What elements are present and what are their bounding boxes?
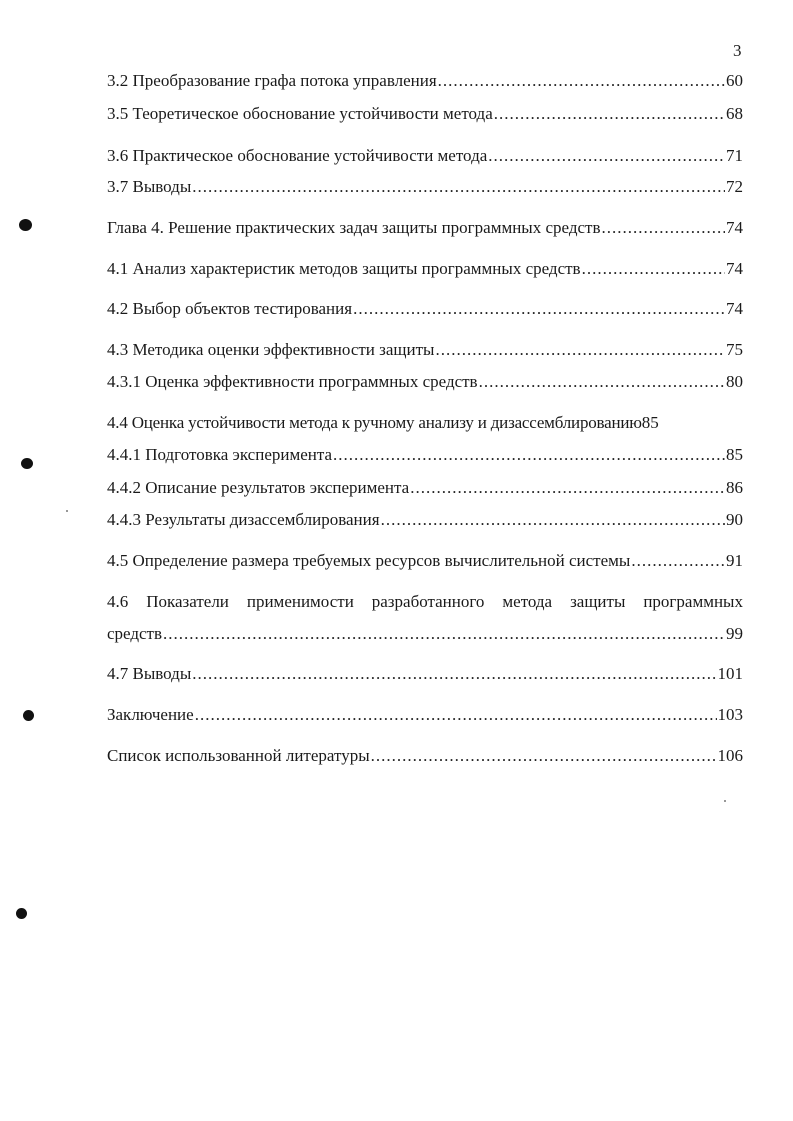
toc-leader-dots [381,510,725,530]
toc-entry-page: 74 [726,218,743,237]
toc-leader-dots [488,146,725,166]
toc-entry-title: 4.4 Оценка устойчивости метода к ручному анализу и дизассемблированию [107,413,642,432]
toc-entry-page: 71 [726,146,743,165]
toc-entry-title-line2: средств [107,624,163,643]
toc-entry-page: 75 [726,340,743,359]
toc-leader-dots [602,218,726,238]
toc-leader-dots [410,478,725,498]
toc-leader-dots [479,372,725,392]
toc-entry-title-line1 [107,592,743,612]
toc-entry-3-7 [107,177,743,197]
toc-entry-page: 106 [717,746,743,765]
toc-entry-4-3 [107,340,743,360]
toc-entry-title: Заключение [107,705,194,724]
scan-speck [66,510,68,512]
toc-entry-title: 4.5 Определение размера требуемых ресурсов вычислительной системы [107,551,631,570]
toc-entry-page: 72 [726,177,743,196]
toc-entry-page: 101 [717,664,743,683]
toc-entry-title: 4.3.1 Оценка эффективности программных средств [107,372,478,391]
toc-entry-title: 3.2 Преобразование графа потока управления [107,71,437,90]
toc-entry-title: Глава 4. Решение практических задач защиты программных средств [107,218,601,237]
toc-entry-title: 3.7 Выводы [107,177,192,196]
toc-leader-dots [631,551,725,571]
page-number: 3 [733,41,742,60]
toc-entry-page: 60 [726,71,743,90]
scan-mark [16,908,27,919]
toc-leader-dots [353,299,725,319]
toc-entry-page: 91 [726,551,743,570]
toc-entry-4-4-1 [107,445,743,465]
toc-entry-title: 4.3 Методика оценки эффективности защиты [107,340,435,359]
toc-leader-dots [192,177,725,197]
toc-entry-page: 74 [726,299,743,318]
toc-entry-title: 4.4.2 Описание результатов эксперимента [107,478,410,497]
toc-entry-4-4 [107,413,743,433]
scan-mark [19,219,32,231]
toc-entry-4-2 [107,299,743,319]
toc-entry-conclusion [107,705,743,725]
toc-entry-4-5 [107,551,743,571]
toc-word: метода [502,592,553,611]
toc-entry-title: 4.7 Выводы [107,664,192,683]
scan-mark [21,458,33,469]
toc-entry-title: Список использованной литературы [107,746,370,765]
toc-entry-4-4-2 [107,478,743,498]
toc-entry-4-1 [107,259,743,279]
toc-leader-dots [371,746,717,766]
toc-entry-title: 3.5 Теоретическое обоснование устойчивости метода [107,104,493,123]
toc-leader-dots [438,71,725,91]
toc-leader-dots [494,104,725,124]
toc-entry-page: 74 [726,259,743,278]
toc-entry-3-6 [107,146,743,166]
toc-entry-4-7 [107,664,743,684]
toc-entry-title: 4.4.1 Подготовка эксперимента [107,445,333,464]
toc-entry-page: 85 [641,413,659,432]
toc-entry-title: 4.4.3 Результаты дизассемблирования [107,510,380,529]
toc-leader-dots [192,664,716,684]
toc-word: программных [643,592,743,611]
toc-word: 4.6 [107,592,129,611]
toc-leader-dots [163,624,725,644]
toc-entry-3-5 [107,104,743,124]
toc-entry-page: 80 [726,372,743,391]
toc-entry-chapter-4 [107,218,743,238]
scan-mark [23,710,34,721]
toc-leader-dots [195,705,717,725]
toc-word: защиты [570,592,626,611]
toc-word: разработанного [371,592,485,611]
toc-entry-page: 85 [726,445,743,464]
toc-entry-4-4-3 [107,510,743,530]
toc-entry-page: 103 [717,705,743,724]
toc-leader-dots [582,259,725,279]
toc-word: Показатели [146,592,229,611]
toc-leader-dots [333,445,725,465]
toc-entry-title: 4.1 Анализ характеристик методов защиты программных средств [107,259,581,278]
toc-entry-page: 90 [726,510,743,529]
toc-entry-page: 86 [726,478,743,497]
toc-entry-4-3-1 [107,372,743,392]
toc-entry-references [107,746,743,766]
scan-speck [724,800,726,802]
toc-entry-3-2 [107,71,743,91]
toc-entry-4-6 [107,592,743,644]
toc-entry-title: 3.6 Практическое обоснование устойчивости метода [107,146,488,165]
toc-entry-page: 99 [726,624,743,643]
toc-entry-title: 4.2 Выбор объектов тестирования [107,299,353,318]
toc-leader-dots [435,340,725,360]
toc-entry-page: 68 [726,104,743,123]
toc-word: применимости [246,592,354,611]
